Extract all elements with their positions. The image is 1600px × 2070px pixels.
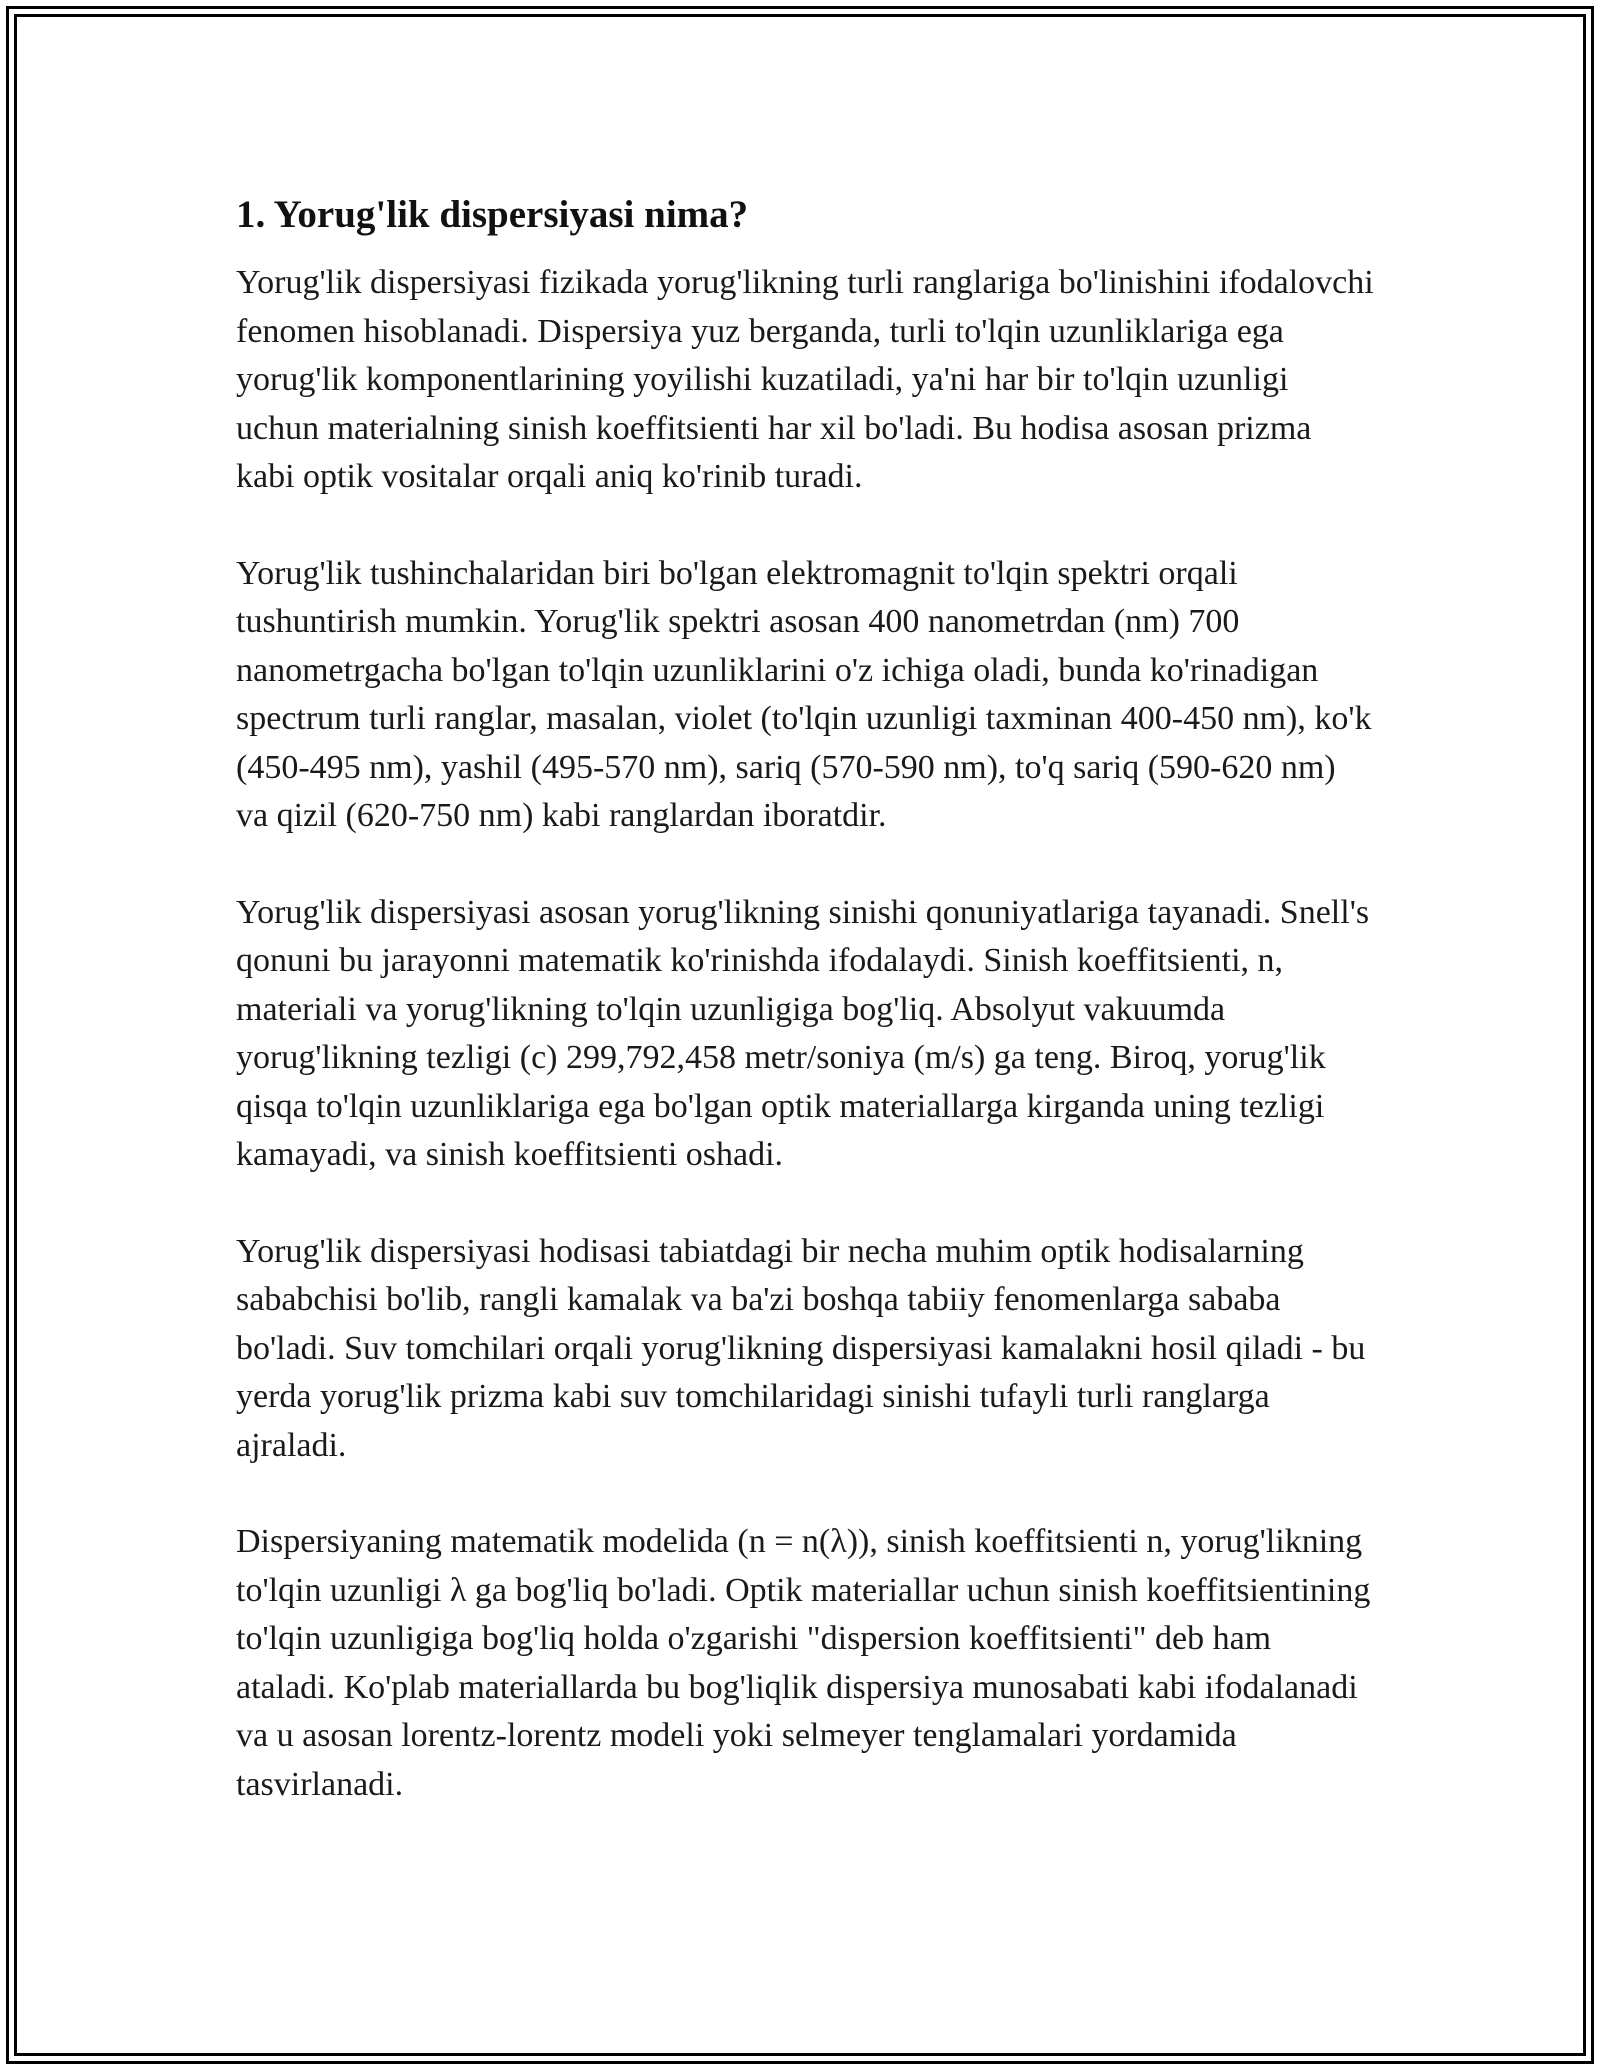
paragraph-2: Yorug'lik tushinchalaridan biri bo'lgan elektromagnit to'lqin spektri orqali tushuntirish mumkin. Yorug'lik spektri asosan 400 nanometrdan (nm) 700 nanometrgacha bo'lgan to'lqin uzunliklarini o'z ichiga oladi, bunda ko'rinadigan spectrum turli ranglar, masalan, violet (to'lqin uzunligi taxminan 400-450 nm), ko'k (450-495 nm), yashil (495-570 nm), sariq (570-590 nm), to'q sariq (590-620 nm) va qizil (620-750 nm) kabi ranglardan iboratdir. (236, 554, 1372, 834)
section-heading: 1. Yorug'lik dispersiyasi nima? (236, 193, 749, 236)
paragraph-3: Yorug'lik dispersiyasi asosan yorug'likning sinishi qonuniyatlariga tayanadi. Snell's qonuni bu jarayonni matematik ko'rinishda ifodalaydi. Sinish koeffitsienti, n, materiali va yorug'likning to'lqin uzunligiga bog'liq. Absolyut vakuumda yorug'likning tezligi (c) 299,792,458 metr/soniya (m/s) ga teng. Biroq, yorug'lik qisqa to'lqin uzunliklariga ega bo'lgan optik materiallarga kirganda uning tezligi kamayadi, va sinish koeffitsienti oshadi. (236, 893, 1370, 1173)
paragraph-4: Yorug'lik dispersiyasi hodisasi tabiatdagi bir necha muhim optik hodisalarning sababchisi bo'lib, rangli kamalak va ba'zi boshqa tabiiy fenomenlarga sababa bo'ladi. Suv tomchilari orqali yorug'likning dispersiyasi kamalakni hosil qiladi - bu yerda yorug'lik prizma kabi suv tomchilaridagi sinishi tufayli turli ranglarga ajraladi. (236, 1232, 1366, 1464)
paragraph-5: Dispersiyaning matematik modelida (n = n(λ)), sinish koeffitsienti n, yorug'likning to'lqin uzunligi λ ga bog'liq bo'ladi. Optik materiallar uchun sinish koeffitsientining to'lqin uzunligiga bog'liq holda o'zgarishi "dispersion koeffitsienti" deb ham ataladi. Ko'plab materiallarda bu bog'liqlik dispersiya munosabati kabi ifodalanadi va u asosan lorentz-lorentz modeli yoki selmeyer tenglamalari yordamida tasvirlanadi. (236, 1523, 1371, 1803)
document-body (236, 188, 1376, 1809)
paragraph-1: Yorug'lik dispersiyasi fizikada yorug'likning turli ranglariga bo'linishini ifodalovchi fenomen hisoblanadi. Dispersiya yuz berganda, turli to'lqin uzunliklariga ega yorug'lik komponentlarining yoyilishi kuzatiladi, ya'ni har bir to'lqin uzunligi uchun materialning sinish koeffitsienti har xil bo'ladi. Bu hodisa asosan prizma kabi optik vositalar orqali aniq ko'rinib turadi. (236, 264, 1374, 495)
